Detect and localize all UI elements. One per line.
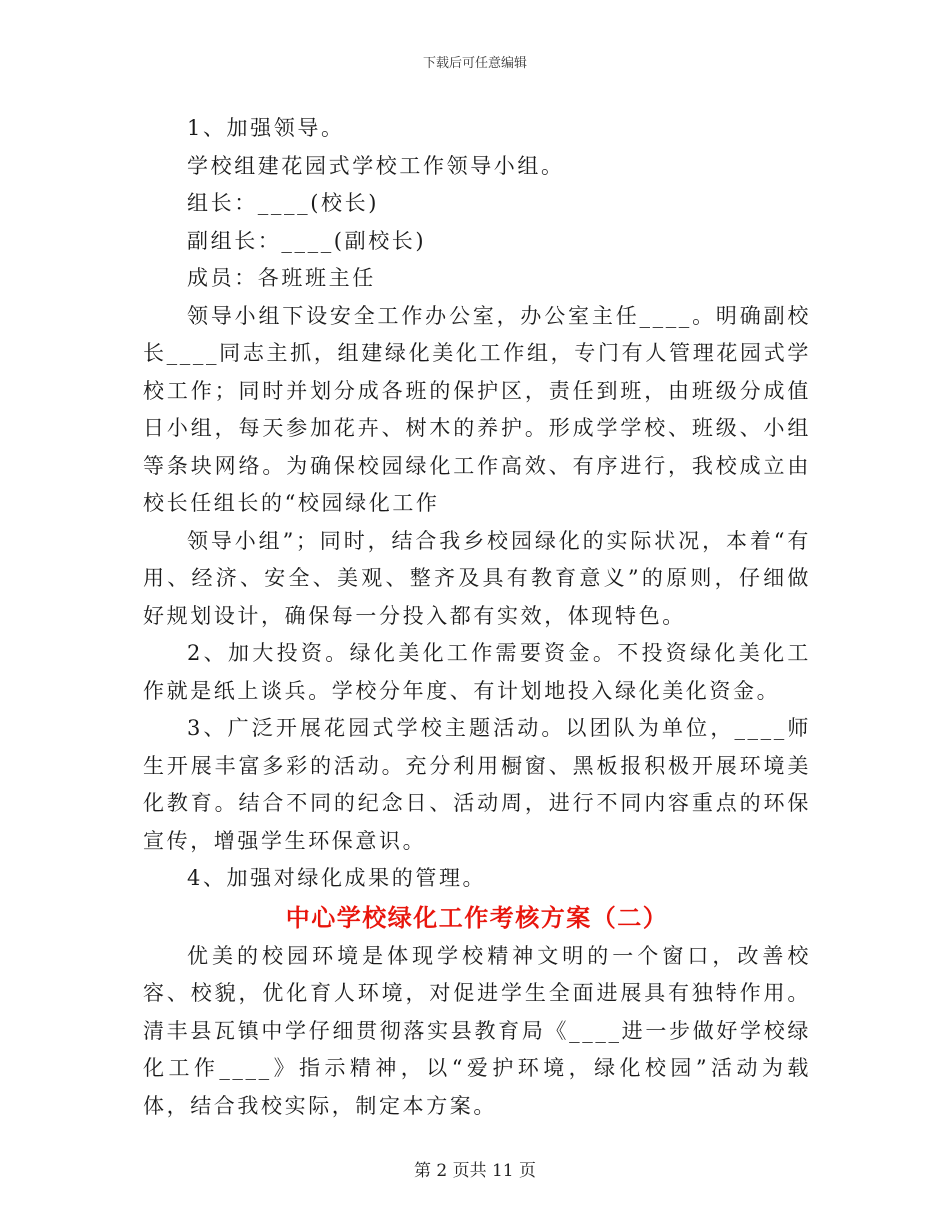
section-title: 中心学校绿化工作考核方案（二）	[285, 903, 669, 932]
page-header-note: 下载后可任意编辑	[422, 56, 527, 71]
document-body	[143, 110, 811, 1125]
paragraph: 领导小组下设安全工作办公室，办公室主任____。明确副校长____同志主抓，组建绿化美化工作组，专门有人管理花园式学校工作；同时并划分成各班的保护区，责任到班，由班级分成值日小组，每天参加花卉、树木的养护。形成学学校、班级、小组等条块网络。为确保校园绿化工作高效、有序进行，我校成立由校长任组长的“校园绿化工作	[143, 303, 811, 515]
paragraph: 3、广泛开展花园式学校主题活动。以团队为单位，____师生开展丰富多彩的活动。充分利用橱窗、黑板报积极开展环境美化教育。结合不同的纪念日、活动周，进行不同内容重点的环保宣传，增强学生环保意识。	[143, 716, 811, 853]
paragraph: 1、加强领导。	[187, 116, 345, 140]
paragraph: 4、加强对绿化成果的管理。	[187, 866, 487, 890]
page-number: 第 2 页共 11 页	[413, 1161, 537, 1181]
paragraph: 学校组建花园式学校工作领导小组。	[187, 153, 565, 178]
paragraph: 副组长：____(副校长)	[187, 228, 427, 253]
paragraph: 2、加大投资。绿化美化工作需要资金。不投资绿化美化工作就是纸上谈兵。学校分年度、有计划地投入绿化美化资金。	[143, 641, 811, 703]
paragraph: 组长：____(校长)	[187, 191, 379, 215]
paragraph: 领导小组”；同时，结合我乡校园绿化的实际状况，本着“有用、经济、安全、美观、整齐及具有教育意义”的原则，仔细做好规划设计，确保每一分投入都有实效，体现特色。	[143, 528, 811, 628]
paragraph: 优美的校园环境是体现学校精神文明的一个窗口，改善校容、校貌，优化育人环境，对促进学生全面进展具有独特作用。清丰县瓦镇中学仔细贯彻落实县教育局《____进一步做好学校绿化工作____》指示精神，以“爱护环境，绿化校园”活动为载体，结合我校实际，制定本方案。	[143, 943, 811, 1118]
paragraph: 成员：各班班主任	[187, 266, 376, 290]
